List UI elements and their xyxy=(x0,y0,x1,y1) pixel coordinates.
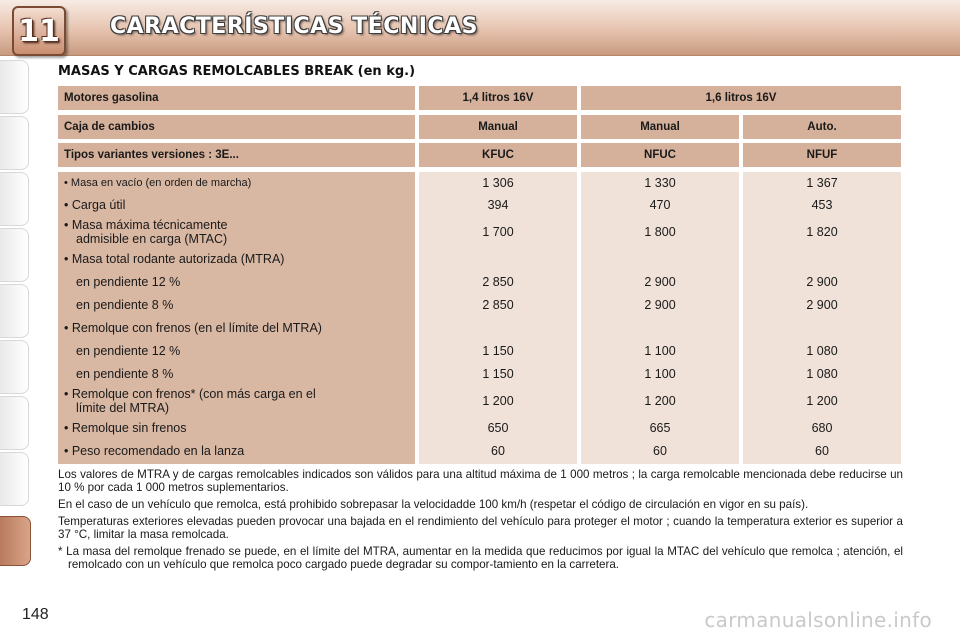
row-label: en pendiente 12 % xyxy=(76,344,181,358)
row-label: • Remolque con frenos (en el límite del MTRA) xyxy=(64,321,322,335)
row-value: 2 850 xyxy=(482,298,514,312)
row-value: 650 xyxy=(487,421,509,435)
row-label-line: límite del MTRA) xyxy=(76,401,170,415)
row-label-line: • Remolque con frenos* (con más carga en el xyxy=(64,387,316,401)
row-value: 2 900 xyxy=(644,275,676,289)
row-value: 394 xyxy=(487,198,509,212)
chapter-tab[interactable] xyxy=(0,340,29,394)
row-label-line: admisible en carga (MTAC) xyxy=(76,232,228,246)
chapter-tab-active[interactable] xyxy=(0,516,31,566)
row-value: 1 367 xyxy=(806,176,838,190)
row-label: • Remolque sin frenos xyxy=(64,421,187,435)
chapter-badge: 11 xyxy=(12,6,66,56)
row-value: 2 900 xyxy=(806,298,838,312)
row-value: 665 xyxy=(649,421,671,435)
row-label: • Peso recomendado en la lanza xyxy=(64,444,245,458)
header-cell: Manual xyxy=(581,115,739,139)
chapter-tab[interactable] xyxy=(0,452,29,506)
header-engine: 1,4 litros 16V xyxy=(419,86,577,110)
table-header-engines xyxy=(58,86,901,110)
footnote: * La masa del remolque frenado se puede, en el límite del MTRA, aumentar en la medida que reducimos por igual la MTAC del vehículo que remolca ; atención, el remolcado con un vehículo que remolca poco cargado puede degradar su compor-tamiento en la carretera. xyxy=(58,545,903,571)
row-value: 2 900 xyxy=(644,298,676,312)
row-label: en pendiente 8 % xyxy=(76,298,174,312)
page-number: 148 xyxy=(22,606,49,623)
row-label xyxy=(64,387,409,415)
note-paragraph: Temperaturas exteriores elevadas pueden provocar una bajada en el rendimiento del vehículo para proteger el motor ; cuando la temperatura exterior es superior a 37 °C, limitar la masa remolcada. xyxy=(58,515,903,541)
row-value: 60 xyxy=(815,444,829,458)
header-cell: KFUC xyxy=(419,143,577,167)
row-value: 1 150 xyxy=(482,344,514,358)
header-label: Tipos variantes versiones : 3E... xyxy=(58,143,415,167)
header-cell: NFUC xyxy=(581,143,739,167)
chapter-tab[interactable] xyxy=(0,172,29,226)
row-label: • Masa en vacío (en orden de marcha) xyxy=(64,177,252,189)
row-value: 1 200 xyxy=(482,394,514,408)
header-label: Caja de cambios xyxy=(58,115,415,139)
row-label: en pendiente 12 % xyxy=(76,275,181,289)
chapter-tab[interactable] xyxy=(0,396,29,450)
row-value: 1 820 xyxy=(806,225,838,239)
row-value: 1 080 xyxy=(806,367,838,381)
row-label xyxy=(64,218,409,246)
row-value: 1 080 xyxy=(806,344,838,358)
row-value: 680 xyxy=(811,421,833,435)
row-value: 1 200 xyxy=(644,394,676,408)
header-cell: Manual xyxy=(419,115,577,139)
row-value: 1 150 xyxy=(482,367,514,381)
chapter-tab[interactable] xyxy=(0,228,29,282)
chapter-title: CARACTERÍSTICAS TÉCNICAS xyxy=(110,14,478,39)
row-value: 2 900 xyxy=(806,275,838,289)
row-value: 60 xyxy=(491,444,505,458)
row-value: 1 100 xyxy=(644,367,676,381)
table-header-variants xyxy=(58,143,901,167)
row-label: en pendiente 8 % xyxy=(76,367,174,381)
row-value: 1 800 xyxy=(644,225,676,239)
chapter-tab[interactable] xyxy=(0,60,29,114)
row-value: 1 700 xyxy=(482,225,514,239)
row-value: 1 306 xyxy=(482,176,514,190)
note-paragraph: En el caso de un vehículo que remolca, está prohibido sobrepasar la velocidadde 100 km/h (respetar el código de circulación en vigor en su país). xyxy=(58,498,809,511)
page-header xyxy=(0,0,960,56)
notes xyxy=(58,468,903,575)
chapter-tab[interactable] xyxy=(0,116,29,170)
row-value: 453 xyxy=(811,198,833,212)
row-value: 1 100 xyxy=(644,344,676,358)
section-title: MASAS Y CARGAS REMOLCABLES BREAK (en kg.) xyxy=(58,64,416,79)
row-label: • Carga útil xyxy=(64,198,126,212)
row-value: 2 850 xyxy=(482,275,514,289)
header-cell: Auto. xyxy=(743,115,901,139)
watermark: carmanualsonline.info xyxy=(704,608,932,632)
row-value: 470 xyxy=(649,198,671,212)
row-value: 1 200 xyxy=(806,394,838,408)
chapter-tab[interactable] xyxy=(0,284,29,338)
row-label: • Masa total rodante autorizada (MTRA) xyxy=(64,252,285,266)
row-label-line: • Masa máxima técnicamente xyxy=(64,218,228,232)
row-value: 1 330 xyxy=(644,176,676,190)
header-engine: 1,6 litros 16V xyxy=(581,86,901,110)
header-label: Motores gasolina xyxy=(58,86,415,110)
note-paragraph: Los valores de MTRA y de cargas remolcables indicados son válidos para una altitud máxima de 1 000 metros ; la carga remolcable mencionada debe reducirse un 10 % por cada 1 000 metros suplementarios. xyxy=(58,468,903,494)
table-header-gearbox xyxy=(58,115,901,139)
row-value: 60 xyxy=(653,444,667,458)
header-cell: NFUF xyxy=(743,143,901,167)
chapter-tabs xyxy=(0,60,30,600)
